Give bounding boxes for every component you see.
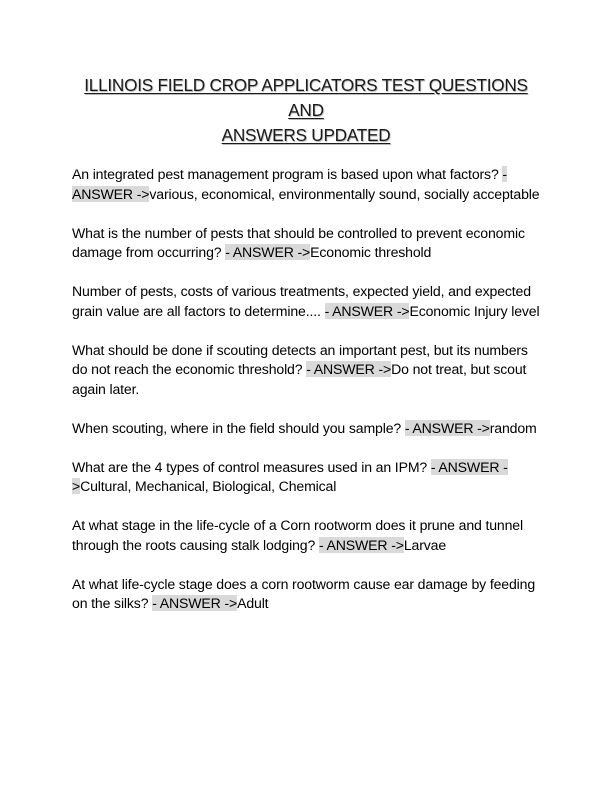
answer-text: Economic threshold xyxy=(310,244,432,260)
answer-marker: - ANSWER -> xyxy=(318,536,404,553)
qa-item xyxy=(72,224,540,263)
answer-marker: - ANSWER -> xyxy=(152,595,238,611)
answer-text: various, economical, environmentally sound, socially acceptable xyxy=(149,185,540,202)
question-text: What are the 4 types of control measures used in an IPM? xyxy=(72,458,428,475)
answer-text: Cultural, Mechanical, Biological, Chemical xyxy=(80,478,337,494)
question-text: An integrated pest management program is based upon what factors? xyxy=(72,166,499,182)
question-text: What should be done if scouting detects an important pest, but its numbers do not reach the economic threshold? xyxy=(72,341,528,377)
qa-item xyxy=(72,419,540,439)
question-text: At what stage in the life-cycle of a Corn rootworm does it prune and tunnel through the roots causing stalk lodging? xyxy=(72,517,523,553)
title-line-2: ANSWERS UPDATED xyxy=(221,125,391,145)
qa-item xyxy=(72,282,540,321)
qa-item xyxy=(72,341,540,400)
title-line-1: ILLINOIS FIELD CROP APPLICATORS TEST QUESTIONS AND xyxy=(84,75,528,120)
answer-marker: - ANSWER -> xyxy=(324,302,410,319)
qa-item xyxy=(72,458,540,497)
answer-marker: - ANSWER -> xyxy=(72,166,507,202)
answer-text: random xyxy=(489,419,537,436)
qa-item xyxy=(72,516,540,555)
answer-marker: - ANSWER -> xyxy=(306,361,392,377)
qa-item xyxy=(72,165,540,204)
question-text: Number of pests, costs of various treatments, expected yield, and expected grain value are all factors to determine.... xyxy=(72,283,531,319)
question-text: What is the number of pests that should be controlled to prevent economic damage from occurring? xyxy=(72,224,525,260)
answer-marker: - ANSWER -> xyxy=(404,419,490,436)
question-text: When scouting, where in the field should you sample? xyxy=(72,419,402,436)
answer-text: Adult xyxy=(237,595,269,611)
answer-marker: - ANSWER -> xyxy=(72,458,508,494)
question-text: At what life-cycle stage does a corn rootworm cause ear damage by feeding on the silks? xyxy=(72,575,536,611)
qa-item xyxy=(72,575,540,614)
answer-text: Economic Injury level xyxy=(409,302,540,319)
answer-marker: - ANSWER -> xyxy=(225,244,311,260)
document-title xyxy=(72,73,540,148)
answer-text: Larvae xyxy=(403,536,447,553)
answer-text: Do not treat, but scout again later. xyxy=(72,361,527,397)
